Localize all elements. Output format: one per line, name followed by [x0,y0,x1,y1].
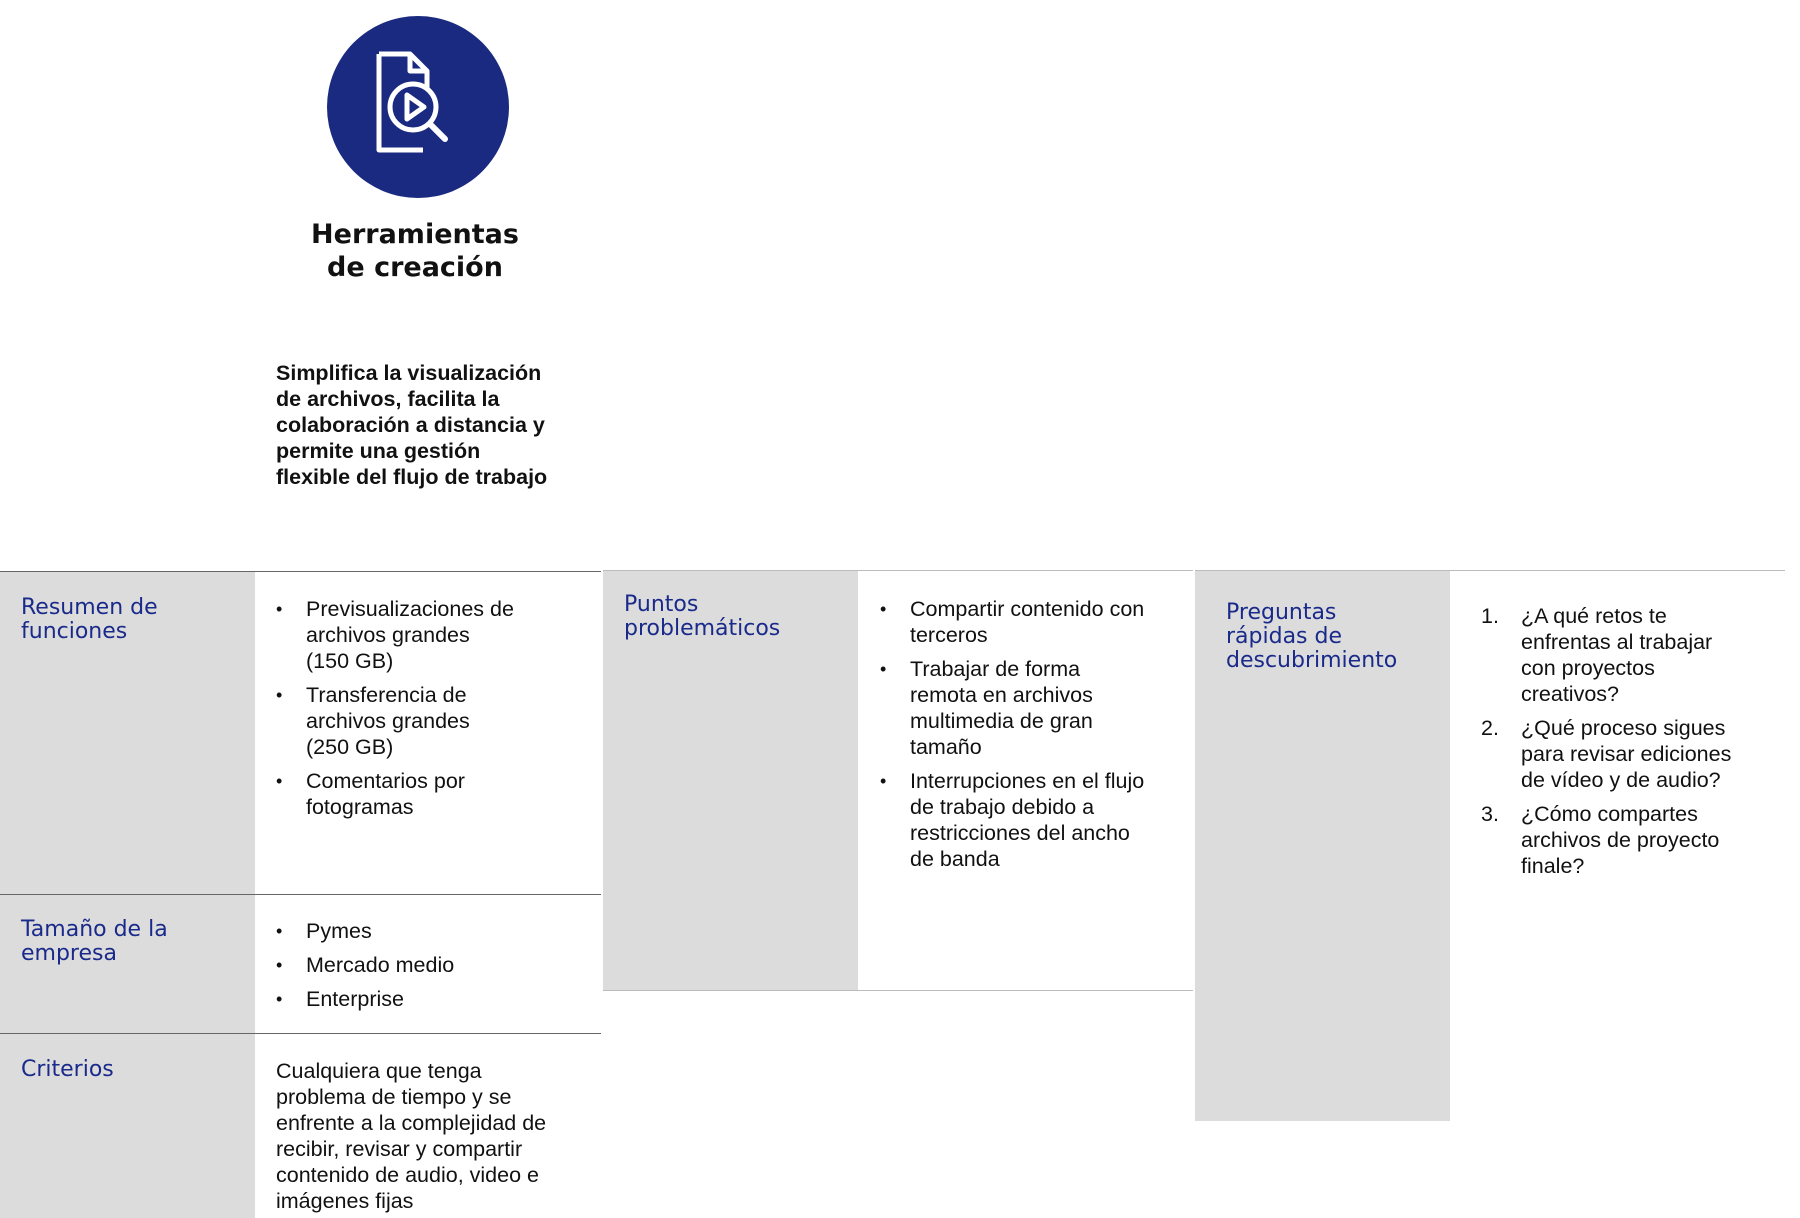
company-size-list [276,918,586,1020]
list-item: • Mercado medio [276,952,586,978]
divider-discovery-top [1195,570,1785,571]
list-item: 3. ¿Cómo compartes archivos de proyecto finale? [1481,802,1720,878]
features-label: Resumen de funciones [21,595,158,644]
divider-pain-top [603,570,1193,571]
criteria-label: Criterios [21,1057,114,1082]
list-item: • Previsualizaciones de archivos grandes (150 GB) [276,596,586,674]
list-item: 2. ¿Qué proceso sigues para revisar ediciones de vídeo y de audio? [1481,716,1732,792]
divider-size-top [0,894,601,895]
page-summary: Simplifica la visualización de archivos, facilita la colaboración a distancia y permite una gestión flexible del flujo de trabajo [276,361,548,489]
list-item: • Interrupciones en el flujo de trabajo debido a restricciones del ancho de banda [880,768,1190,872]
discovery-label: Preguntas rápidas de descubrimiento [1226,600,1398,673]
pain-points-list [880,596,1190,880]
divider-features-top [0,571,601,572]
list-item: • Transferencia de archivos grandes (250 GB) [276,682,586,760]
page-title: Herramientas de creación [311,219,519,283]
pain-points-label: Puntos problemáticos [624,592,781,641]
list-item: • Trabajar de forma remota en archivos multimedia de gran tamaño [880,656,1190,760]
video-search-document-icon [327,16,509,198]
list-item: • Compartir contenido con terceros [880,596,1190,648]
list-item: • Pymes [276,918,586,944]
company-size-label: Tamaño de la empresa [21,917,168,966]
criteria-text: Cualquiera que tenga problema de tiempo y se enfrente a la complejidad de recibir, revisar y compartir contenido de audio, video e imágenes fijas [276,1059,547,1213]
divider-criteria-top [0,1033,601,1034]
list-item: 1. ¿A qué retos te enfrentas al trabajar con proyectos creativos? [1481,604,1713,706]
header-icon-circle [327,16,509,198]
features-list [276,596,586,828]
list-item: • Comentarios por fotogramas [276,768,586,820]
divider-pain-bottom [603,990,1193,991]
list-item: • Enterprise [276,986,586,1012]
discovery-list [1481,603,1781,887]
